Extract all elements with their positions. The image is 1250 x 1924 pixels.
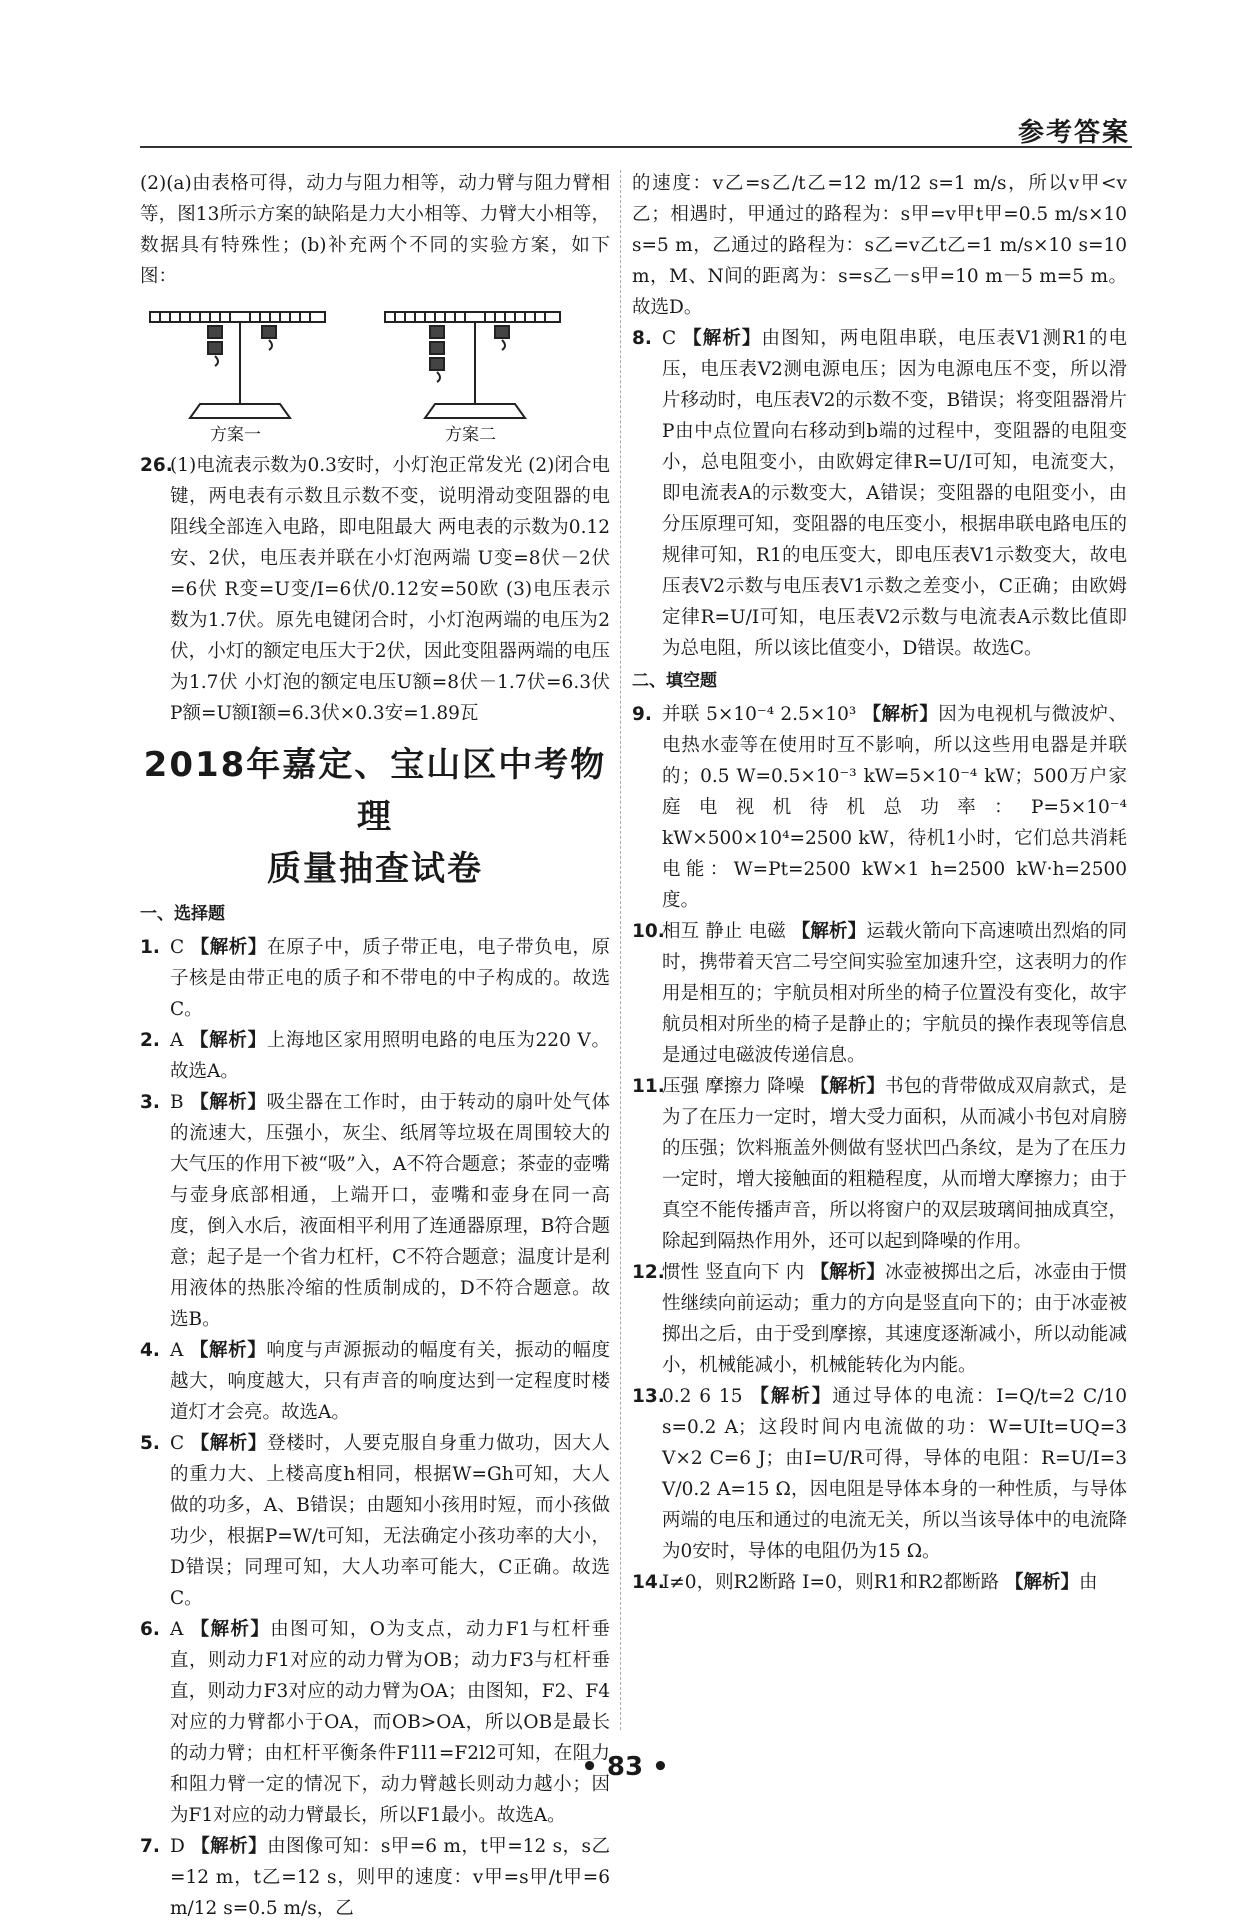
item-keyword: 【解析】 [1005,1572,1080,1593]
exam-title-line1: 2018年嘉定、宝山区中考物理 [143,745,607,837]
answer-item [140,1831,610,1924]
lever-figure [140,296,610,446]
item-number: 12. [632,1262,665,1283]
item-answer: C [170,1433,185,1454]
q26-number: 26. [140,455,173,476]
item-keyword: 【解析】 [750,1386,833,1407]
item-answer: A [170,1340,184,1361]
item-text: 由图可知，O为支点，动力F1与杠杆垂直，则动力F1对应的动力臂为OB；动力F3与杠杆垂直，则动力F3对应的动力臂为OA；由图知，F2、F4对应的力臂都小于OA，而OB>OA，所以OB是最长的动力臂；由杠杆平衡条件F1l1=F2l2可知，在阻力和阻力臂一定的情况下，动力臂越长则动力越小；因为F1对应的动力臂最长，所以F1最小。故选A。 [170,1619,610,1826]
item-number: 7. [140,1836,160,1857]
right-column [632,168,1127,1598]
answer-item [140,1335,610,1428]
answer-item [632,916,1127,1071]
item-keyword: 【解析】 [190,1433,267,1454]
header-rule [140,146,1132,148]
q7-continuation: 的速度：v乙=s乙/t乙=12 m/12 s=1 m/s，所以v甲<v乙；相遇时，甲通过的路程为：s甲=v甲t甲=0.5 m/s×10 s=5 m，乙通过的路程为：s乙=v乙t乙=1 m/s×10 s=10 m，M、N间的距离为：s=s乙－s甲=10 m－5 m=5 m。故选D。 [632,173,1127,318]
item-keyword: 【解析】 [190,1619,271,1640]
item-keyword: 【解析】 [810,1076,885,1097]
answer-item [140,1025,610,1087]
item-keyword: 【解析】 [190,1092,267,1113]
item-number: 2. [140,1030,160,1051]
q26-item [140,450,610,729]
item-text: 因为电视机与微波炉、电热水壶等在使用时互不影响，所以这些用电器是并联的；0.5 W=0.5×10⁻³ kW=5×10⁻⁴ kW；500万户家庭电视机待机总功率：P=5×10⁻⁴ kW×500×10⁴=2500 kW，待机1小时，它们总共消耗电能：W=Pt=2500 kW×1 h=2500 kW·h=2500度。 [662,704,1127,911]
item-number: 3. [140,1092,160,1113]
item-text: 由图像可知：s甲=6 m，t甲=12 s，s乙=12 m，t乙=12 s，则甲的速度：v甲=s甲/t甲=6 m/12 s=0.5 m/s，乙 [170,1836,610,1919]
answer-item [140,1087,610,1335]
answer-item [632,1257,1127,1381]
item-answer: D [170,1836,185,1857]
answer-item [632,1381,1127,1567]
item-keyword: 【解析】 [862,704,939,725]
item-text: 冰壶被掷出之后，冰壶由于惯性继续向前运动；重力的方向是竖直向下的；由于冰壶被掷出之后，由于受到摩擦，其速度逐渐减小，所以动能减小，机械能减小，机械能转化为内能。 [662,1262,1127,1376]
page-number: • 83 • [581,1752,669,1782]
q25-continuation: (2)(a)由表格可得，动力与阻力相等，动力臂与阻力臂相等，图13所示方案的缺陷是力大小相等、力臂大小相等，数据具有特殊性；(b)补充两个不同的实验方案，如下图： [140,173,610,287]
item-text: 书包的背带做成双肩款式，是为了在压力一定时，增大受力面积，从而减小书包对肩膀的压强；饮料瓶盖外侧做有竖状凹凸条纹，是为了在压力一定时，增大接触面的粗糙程度，从而增大摩擦力；由于真空不能传播声音，所以将窗户的双层玻璃间抽成真空，除起到隔热作用外，还可以起到降噪的作用。 [662,1076,1127,1252]
item-answer: C [170,937,185,958]
item-number: 6. [140,1619,160,1640]
exam-title-line2: 质量抽查试卷 [267,849,483,889]
item-answer: 相互 静止 电磁 [662,921,786,942]
item-number: 10. [632,921,665,942]
left-column [140,168,610,1924]
item-keyword: 【解析】 [189,1340,267,1361]
q26-text: (1)电流表示数为0.3安时，小灯泡正常发光 (2)闭合电键，两电表有示数且示数不变，说明滑动变阻器的电阻线全部连入电路，即电阻最大 两电表的示数为0.12安、2伏，电压表并联在小灯泡两端 U变=8伏－2伏=6伏 R变=U变/I=6伏/0.12安=50欧 (3)电压表示数为1.7伏。原先电键闭合时，小灯泡两端的电压为2伏，小灯的额定电压大于2伏，因此变阻器两端的电压为1.7伏 小灯泡的额定电压U额=8伏－1.7伏=6.3伏 P额=U额I额=6.3伏×0.3安=1.89瓦 [170,455,610,724]
scheme-one-diagram [150,312,325,418]
item-text: 通过导体的电流：I=Q/t=2 C/10 s=0.2 A；这段时间内电流做的功：W=UIt=UQ=3 V×2 C=6 J；由I=U/R可得，导体的电阻：R=U/I=3 V/0.2 A=15 Ω，因电阻是导体本身的一种性质，与导体两端的电压和通过的电流无关，所以当该导体中的电流降为0安时，导体的电阻仍为15 Ω。 [662,1386,1127,1562]
item-answer: 0.2 6 15 [662,1386,743,1407]
item-answer: B [170,1092,184,1113]
answer-item [632,1071,1127,1257]
item-keyword: 【解析】 [810,1262,885,1283]
item-number: 1. [140,937,160,958]
item-keyword: 【解析】 [683,328,762,349]
item-text: 响度与声源振动的幅度有关，振动的幅度越大，响度越大，只有声音的响度达到一定程度时楼道灯才会亮。故选A。 [170,1340,610,1423]
answer-item [140,1428,610,1614]
item-text: 由图知，两电阻串联，电压表V1测R1的电压，电压表V2测电源电压；因为电源电压不变，所以滑片移动时，电压表V2的示数不变，B错误；将变阻器滑片P由中点位置向右移动到b端的过程中，变阻器的电阻变小，总电阻变小，由欧姆定律R=U/I可知，电流变大，即电流表A的示数变大，A错误；变阻器的电阻变小，由分压原理可知，变阻器的电压变小，根据串联电路电压的规律可知，R1的电压变大，即电压表V1示数变大，故电压表V2示数与电压表V1示数之差变小，C正确；由欧姆定律R=U/I可知，电压表V2示数与电流表A示数比值即为总电阻，所以该比值变小，D错误。故选C。 [662,328,1127,659]
scheme-two-caption: 方案二 [445,425,496,445]
item-text: 登楼时，人要克服自身重力做功，因大人的重力大、上楼高度h相同，根据W=Gh可知，大人做的功多，A、B错误；由题知小孩用时短，而小孩做功少，根据P=W/t可知，无法确定小孩功率的大小，D错误；同理可知，大人功率可能大，C正确。故选C。 [170,1433,610,1609]
header-title: 参考答案 [1017,118,1130,148]
section-choice-label: 一、选择题 [140,904,225,924]
item-answer: A [170,1619,184,1640]
answer-item [140,932,610,1025]
answer-item [632,1567,1127,1598]
item-keyword: 【解析】 [190,937,267,958]
item-keyword: 【解析】 [191,1836,268,1857]
scheme-two-diagram [385,312,560,418]
answer-item [632,323,1127,664]
item-number: 9. [632,704,652,725]
item-text: 运载火箭向下高速喷出烈焰的同时，携带着天宫二号空间实验室加速升空，这表明力的作用是相互的；宇航员相对所坐的椅子位置没有变化，故宇航员相对所坐的椅子是静止的；宇航员的操作表现等信息是通过电磁波传递信息。 [662,921,1127,1066]
item-number: 14. [632,1572,665,1593]
item-number: 11. [632,1076,665,1097]
item-number: 13. [632,1386,665,1407]
item-number: 8. [632,328,652,349]
item-answer: 惯性 竖直向下 内 [662,1262,805,1283]
item-answer: 并联 5×10⁻⁴ 2.5×10³ [662,704,857,725]
column-divider [620,170,621,1730]
item-number: 4. [140,1340,160,1361]
item-answer: C [662,328,677,349]
item-text: 由 [1079,1572,1098,1593]
item-keyword: 【解析】 [791,921,867,942]
scheme-one-caption: 方案一 [210,425,261,445]
item-number: 5. [140,1433,160,1454]
answer-item [632,699,1127,916]
item-text: 上海地区家用照明电路的电压为220 V。故选A。 [170,1030,610,1082]
item-answer: I≠0，则R2断路 I=0，则R1和R2都断路 [662,1572,1000,1593]
item-answer: A [170,1030,184,1051]
item-keyword: 【解析】 [189,1030,267,1051]
item-text: 吸尘器在工作时，由于转动的扇叶处气体的流速大，压强小，灰尘、纸屑等垃圾在周围较大的大气压的作用下被“吸”入，A不符合题意；茶壶的壶嘴与壶身底部相通，上端开口，壶嘴和壶身在同一高度，倒入水后，液面相平利用了连通器原理，B符合题意；起子是一个省力杠杆，C不符合题意；温度计是利用液体的热胀冷缩的性质制成的，D不符合题意。故选B。 [170,1092,610,1330]
section-fill-label: 二、填空题 [632,671,717,691]
answer-item [140,1614,610,1831]
exam-title [140,739,610,895]
item-answer: 压强 摩擦力 降噪 [662,1076,805,1097]
item-text: 在原子中，质子带正电，电子带负电，原子核是由带正电的质子和不带电的中子构成的。故选C。 [170,937,610,1020]
